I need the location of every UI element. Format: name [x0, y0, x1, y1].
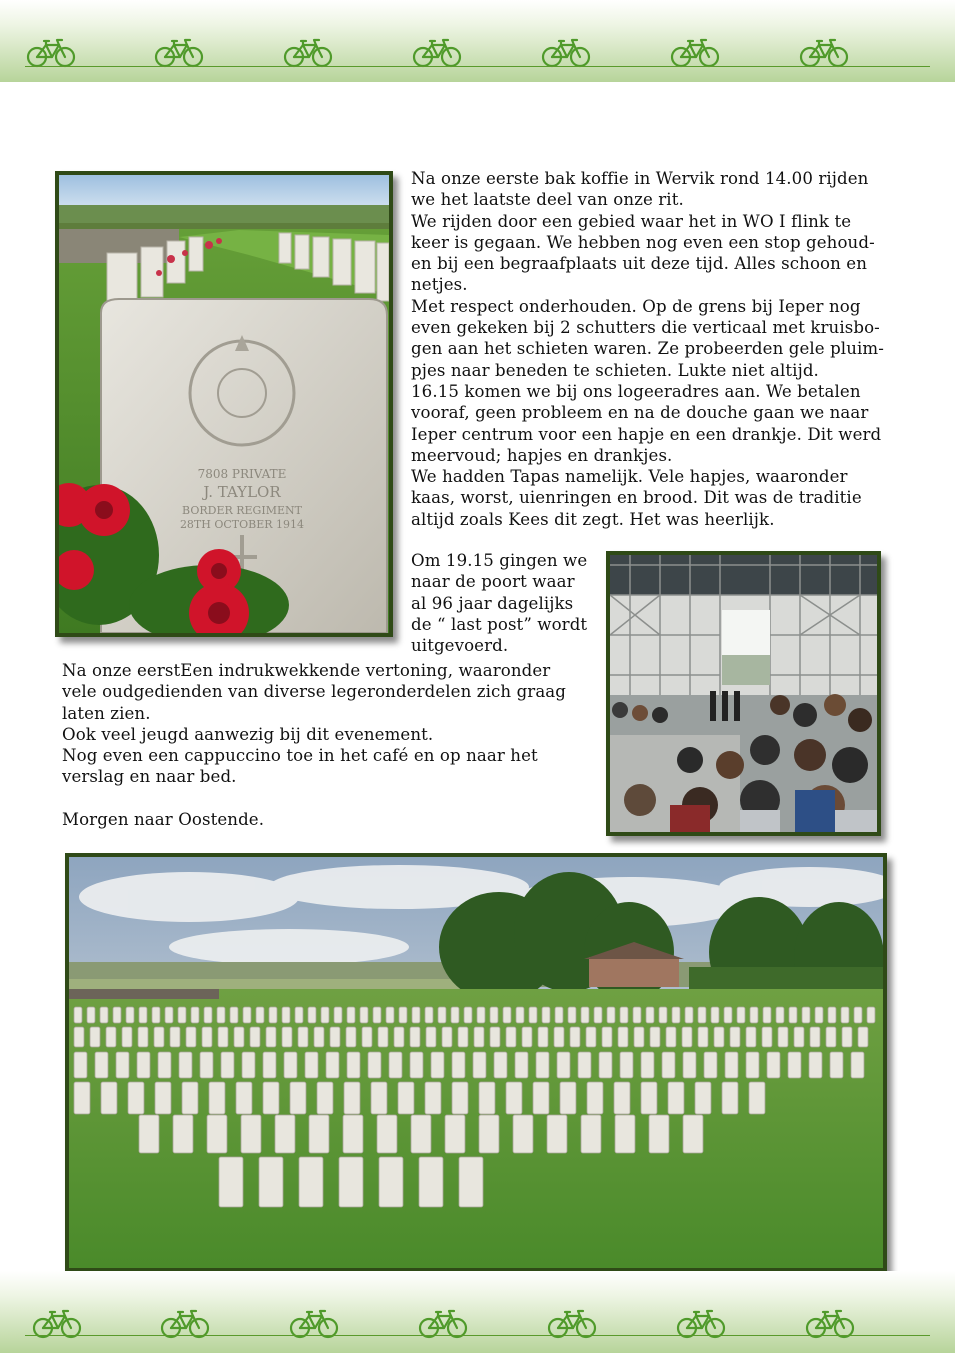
- headstone-photo: [55, 171, 393, 637]
- headstone-shape: [282, 1027, 292, 1047]
- headstone-shape: [242, 1052, 255, 1078]
- headstone-shape: [516, 1007, 524, 1023]
- headstone-shape: [442, 1027, 452, 1047]
- headstone-shape: [263, 1082, 279, 1114]
- headstone-shape: [410, 1052, 423, 1078]
- headstone-shape: [533, 1082, 549, 1114]
- footer-band: [0, 1271, 955, 1353]
- headstone-shape: [158, 1052, 171, 1078]
- headstone-shape: [209, 1082, 225, 1114]
- headstone-shape: [474, 1027, 484, 1047]
- headstone-shape: [426, 1027, 436, 1047]
- menin-gate-photo: [606, 551, 881, 836]
- headstone-shape: [234, 1027, 244, 1047]
- headstone-shape: [506, 1082, 522, 1114]
- headstone-shape: [154, 1027, 164, 1047]
- headstone-shape: [284, 1052, 297, 1078]
- headstone-shape: [305, 1052, 318, 1078]
- headstone-shape: [334, 1007, 342, 1023]
- headstone-shape: [513, 1115, 533, 1153]
- headstone-shape: [503, 1007, 511, 1023]
- headstone-shape: [672, 1007, 680, 1023]
- headstone-shape: [581, 1007, 589, 1023]
- headstone-shape: [74, 1007, 82, 1023]
- headstone-shape: [126, 1007, 134, 1023]
- headstone-shape: [339, 1157, 363, 1207]
- headstone-shape: [682, 1027, 692, 1047]
- headstone-shape: [200, 1052, 213, 1078]
- header-band: [0, 0, 955, 82]
- gate-paragraph: Om 19.15 gingen we naar de poort waar al 96 jaar dagelijks de “ last post” wordt uitgevoerd.: [411, 551, 588, 656]
- intro-paragraph: Na onze eerste bak koffie in Wervik rond 14.00 rijden we het laatste deel van onze rit. We rijden door een gebied waar het in WO I flink te keer is gegaan. We hebben nog even een stop gehoud- en bij een begraafplaats uit deze tijd. Alles schoon en netjes. Met respect onderhouden. Op de grens bij Ieper nog even gekeken bij 2 schutters die verticaal met kruisbo- gen aan het schieten waren. Ze probeerden gele pluim- pjes naar beneden te schieten. Lukte niet altijd. 16.15 komen we bij ons logeeradres aan. We betalen vooraf, geen probleem en na de douche gaan we naar Ieper centrum voor een hapje en een drankje. Dit werd meervoud; hapjes en drankjes. We hadden Tapas namelijk. Vele hapjes, waaronder kaas, worst, uienringen en brood. Dit was de traditie altijd zoals Kees dit zegt. Het was heerlijk.: [411, 169, 884, 529]
- headstone-shape: [330, 1027, 340, 1047]
- footer-rule: [25, 1335, 930, 1336]
- headstone-shape: [170, 1027, 180, 1047]
- headstone-shape: [555, 1007, 563, 1023]
- headstone-shape: [618, 1027, 628, 1047]
- headstone-shape: [347, 1052, 360, 1078]
- headstone-shape: [633, 1007, 641, 1023]
- headstone-shape: [490, 1027, 500, 1047]
- bicycle-icon: [154, 38, 204, 68]
- headstone-shape: [230, 1007, 238, 1023]
- bicycle-icon: [283, 38, 333, 68]
- headstone-shape: [321, 1007, 329, 1023]
- headstone-shape: [698, 1027, 708, 1047]
- headstone-shape: [737, 1007, 745, 1023]
- headstone-shape: [106, 1027, 116, 1047]
- headstone-shape: [155, 1082, 171, 1114]
- headstone-shape: [594, 1007, 602, 1023]
- headstone-shape: [515, 1052, 528, 1078]
- headstone-shape: [826, 1027, 836, 1047]
- headstone-inscription: J. TAYLOR: [203, 483, 281, 501]
- headstone-shape: [538, 1027, 548, 1047]
- headstone-shape: [620, 1052, 633, 1078]
- headstone-shape: [459, 1157, 483, 1207]
- ceremony-paragraph: Na onze eerstEen indrukwekkende vertoning, waaronder vele oudgedienden van diverse legeronderdelen zich graag laten zien. Ook veel jeugd aanwezig bij dit evenement. Nog even een cappuccino toe in het café en op naar het verslag en naar bed. Morgen naar Oostende.: [62, 661, 567, 830]
- headstone-shape: [186, 1027, 196, 1047]
- headstone-shape: [490, 1007, 498, 1023]
- headstone-shape: [314, 1027, 324, 1047]
- headstone-shape: [659, 1007, 667, 1023]
- headstone-shape: [243, 1007, 251, 1023]
- headstone-shape: [586, 1027, 596, 1047]
- headstone-shape: [182, 1082, 198, 1114]
- headstone-shape: [377, 1115, 397, 1153]
- headstone-shape: [368, 1052, 381, 1078]
- headstone-shape: [137, 1052, 150, 1078]
- headstone-shape: [419, 1157, 443, 1207]
- headstone-shape: [698, 1007, 706, 1023]
- headstone-shape: [207, 1115, 227, 1153]
- headstone-shape: [317, 1082, 333, 1114]
- headstone-shape: [494, 1052, 507, 1078]
- headstone-shape: [202, 1027, 212, 1047]
- headstone-shape: [695, 1082, 711, 1114]
- headstone-shape: [858, 1027, 868, 1047]
- headstone-shape: [389, 1052, 402, 1078]
- headstone-shape: [410, 1027, 420, 1047]
- headstone-shape: [522, 1027, 532, 1047]
- headstone-shape: [711, 1007, 719, 1023]
- headstone-shape: [74, 1052, 87, 1078]
- headstone-shape: [398, 1082, 414, 1114]
- headstone-inscription: BORDER REGIMENT: [182, 504, 302, 517]
- headstone-shape: [851, 1052, 864, 1078]
- headstone-shape: [139, 1007, 147, 1023]
- headstone-shape: [116, 1052, 129, 1078]
- headstone-inscription: 7808 PRIVATE: [197, 467, 287, 481]
- headstone-shape: [431, 1052, 444, 1078]
- headstone-shape: [557, 1052, 570, 1078]
- headstone-shape: [602, 1027, 612, 1047]
- headstone-shape: [685, 1007, 693, 1023]
- headstone-shape: [139, 1115, 159, 1153]
- headstone-shape: [290, 1082, 306, 1114]
- bicycle-icon: [412, 38, 462, 68]
- headstone-shape: [607, 1007, 615, 1023]
- headstone-shape: [219, 1157, 243, 1207]
- headstone-shape: [191, 1007, 199, 1023]
- bicycle-icon: [670, 38, 720, 68]
- headstone-shape: [165, 1007, 173, 1023]
- headstone-shape: [767, 1052, 780, 1078]
- headstone-shape: [346, 1027, 356, 1047]
- headstone-shape: [386, 1007, 394, 1023]
- headstone-shape: [536, 1052, 549, 1078]
- headstone-shape: [343, 1115, 363, 1153]
- headstone-shape: [746, 1027, 756, 1047]
- headstone-shape: [458, 1027, 468, 1047]
- headstone-shape: [666, 1027, 676, 1047]
- headstone-shape: [479, 1082, 495, 1114]
- headstone-shape: [282, 1007, 290, 1023]
- headstone-shape: [464, 1007, 472, 1023]
- headstone-shape: [802, 1007, 810, 1023]
- headstone-shape: [725, 1052, 738, 1078]
- headstone-shape: [326, 1052, 339, 1078]
- headstone-shape: [204, 1007, 212, 1023]
- headstone-shape: [138, 1027, 148, 1047]
- headstone-shape: [614, 1082, 630, 1114]
- headstone-shape: [399, 1007, 407, 1023]
- headstone-shape: [299, 1157, 323, 1207]
- headstone-shape: [615, 1115, 635, 1153]
- headstone-shape: [217, 1007, 225, 1023]
- headstone-shape: [128, 1082, 144, 1114]
- headstone-shape: [722, 1082, 738, 1114]
- headstone-shape: [152, 1007, 160, 1023]
- headstone-shape: [295, 1007, 303, 1023]
- headstone-shape: [452, 1052, 465, 1078]
- headstone-shape: [815, 1007, 823, 1023]
- headstone-shape: [620, 1007, 628, 1023]
- headstone-shape: [789, 1007, 797, 1023]
- headstone-inscription: 28TH OCTOBER 1914: [179, 518, 305, 531]
- headstone-shape: [809, 1052, 822, 1078]
- headstone-shape: [445, 1115, 465, 1153]
- headstone-shape: [646, 1007, 654, 1023]
- cemetery-photo: [65, 853, 887, 1272]
- headstone-shape: [275, 1115, 295, 1153]
- headstone-shape: [371, 1082, 387, 1114]
- headstone-shape: [542, 1007, 550, 1023]
- headstone-shape: [554, 1027, 564, 1047]
- headstone-shape: [776, 1007, 784, 1023]
- headstone-shape: [750, 1007, 758, 1023]
- headstone-shape: [378, 1027, 388, 1047]
- headstone-shape: [479, 1115, 499, 1153]
- headstone-shape: [830, 1052, 843, 1078]
- headstone-shape: [568, 1007, 576, 1023]
- headstone-shape: [662, 1052, 675, 1078]
- headstone-shape: [529, 1007, 537, 1023]
- headstone-shape: [452, 1082, 468, 1114]
- headstone-shape: [178, 1007, 186, 1023]
- headstone-shape: [362, 1027, 372, 1047]
- headstone-shape: [778, 1027, 788, 1047]
- headstone-shape: [810, 1027, 820, 1047]
- headstone-shape: [749, 1082, 765, 1114]
- headstone-shape: [506, 1027, 516, 1047]
- headstone-shape: [360, 1007, 368, 1023]
- headstone-shape: [263, 1052, 276, 1078]
- headstone-shape: [788, 1052, 801, 1078]
- headstone-shape: [634, 1027, 644, 1047]
- headstone-shape: [347, 1007, 355, 1023]
- headstone-shape: [560, 1082, 576, 1114]
- headstone-shape: [581, 1115, 601, 1153]
- headstone-shape: [236, 1082, 252, 1114]
- headstone-shape: [714, 1027, 724, 1047]
- headstone-shape: [122, 1027, 132, 1047]
- headstone-shape: [266, 1027, 276, 1047]
- headstone-shape: [477, 1007, 485, 1023]
- headstone-shape: [411, 1115, 431, 1153]
- headstone-shape: [344, 1082, 360, 1114]
- headstone-shape: [269, 1007, 277, 1023]
- headstone-shape: [298, 1027, 308, 1047]
- headstone-shape: [794, 1027, 804, 1047]
- headstone-shape: [547, 1115, 567, 1153]
- headstone-shape: [309, 1115, 329, 1153]
- headstone-shape: [704, 1052, 717, 1078]
- headstone-shape: [578, 1052, 591, 1078]
- headstone-shape: [218, 1027, 228, 1047]
- headstone-shape: [649, 1115, 669, 1153]
- headstone-shape: [90, 1027, 100, 1047]
- headstone-shape: [683, 1052, 696, 1078]
- headstone-shape: [724, 1007, 732, 1023]
- headstone-shape: [438, 1007, 446, 1023]
- headstone-shape: [668, 1082, 684, 1114]
- headstone-shape: [308, 1007, 316, 1023]
- headstone-shape: [746, 1052, 759, 1078]
- headstone-shape: [241, 1115, 261, 1153]
- headstone-shape: [113, 1007, 121, 1023]
- headstone-shape: [854, 1007, 862, 1023]
- headstone-shape: [373, 1007, 381, 1023]
- bicycle-icon: [541, 38, 591, 68]
- headstone-shape: [473, 1052, 486, 1078]
- headstone-shape: [650, 1027, 660, 1047]
- headstone-shape: [221, 1052, 234, 1078]
- bicycle-icon: [799, 38, 849, 68]
- headstone-shape: [842, 1027, 852, 1047]
- headstone-shape: [828, 1007, 836, 1023]
- headstone-shape: [763, 1007, 771, 1023]
- headstone-shape: [762, 1027, 772, 1047]
- headstone-shape: [867, 1007, 875, 1023]
- headstone-shape: [173, 1115, 193, 1153]
- headstone-shape: [570, 1027, 580, 1047]
- headstone-shape: [256, 1007, 264, 1023]
- headstone-shape: [451, 1007, 459, 1023]
- headstone-shape: [87, 1007, 95, 1023]
- headstone-shape: [394, 1027, 404, 1047]
- headstone-shape: [179, 1052, 192, 1078]
- headstone-shape: [101, 1082, 117, 1114]
- header-rule: [25, 66, 930, 67]
- headstone-shape: [641, 1052, 654, 1078]
- bicycle-icon: [26, 38, 76, 68]
- headstone-shape: [379, 1157, 403, 1207]
- headstone-shape: [587, 1082, 603, 1114]
- headstone-shape: [250, 1027, 260, 1047]
- headstone-shape: [683, 1115, 703, 1153]
- headstone-shape: [599, 1052, 612, 1078]
- headstone-shape: [425, 1082, 441, 1114]
- headstone-shape: [95, 1052, 108, 1078]
- headstone-shape: [74, 1082, 90, 1114]
- headstone-shape: [841, 1007, 849, 1023]
- headstone-shape: [425, 1007, 433, 1023]
- headstone-shape: [730, 1027, 740, 1047]
- headstone-shape: [100, 1007, 108, 1023]
- headstone-shape: [259, 1157, 283, 1207]
- headstone-shape: [74, 1027, 84, 1047]
- headstone-shape: [412, 1007, 420, 1023]
- headstone-shape: [641, 1082, 657, 1114]
